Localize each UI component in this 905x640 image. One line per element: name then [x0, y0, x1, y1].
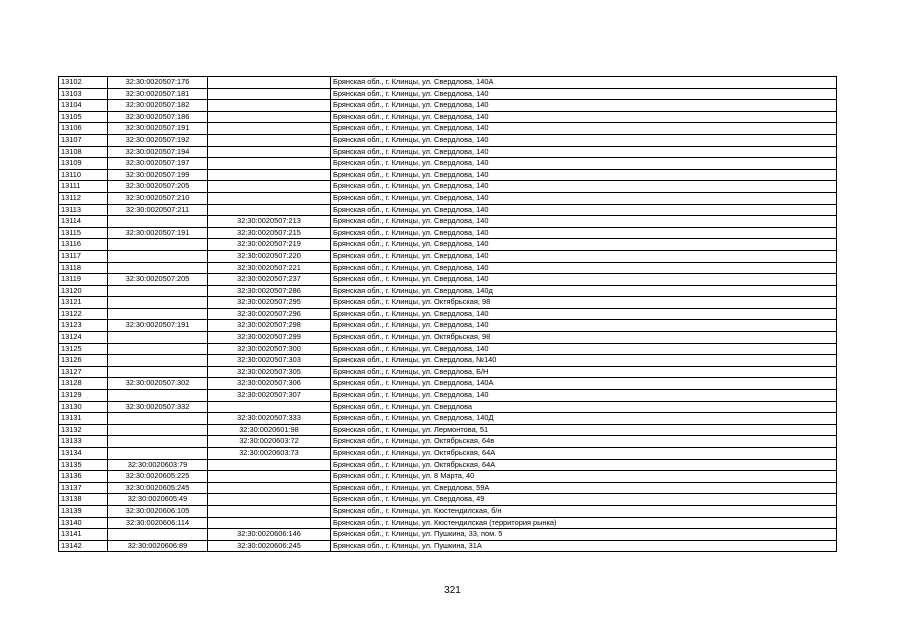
- cadastral-number-cell: 32:30:0020507:199: [108, 169, 208, 181]
- related-cadastral-number-cell: 32:30:0020507:307: [208, 390, 331, 402]
- record-number-cell: 13137: [59, 482, 108, 494]
- record-number-cell: 13140: [59, 517, 108, 529]
- cadastral-number-cell: 32:30:0020507:191: [108, 227, 208, 239]
- cadastral-number-cell: 32:30:0020507:205: [108, 274, 208, 286]
- record-number-cell: 13122: [59, 308, 108, 320]
- cadastral-number-cell: 32:30:0020606:89: [108, 540, 208, 552]
- cadastral-number-cell: [108, 413, 208, 425]
- table-row: [59, 308, 837, 320]
- cadastral-number-cell: 32:30:0020507:302: [108, 378, 208, 390]
- table-row: [59, 448, 837, 460]
- address-cell: Брянская обл., г. Клинцы, ул. Свердлова, 140д: [331, 285, 837, 297]
- record-number-cell: 13106: [59, 123, 108, 135]
- record-number-cell: 13133: [59, 436, 108, 448]
- related-cadastral-number-cell: [208, 482, 331, 494]
- address-cell: Брянская обл., г. Клинцы, ул. Кюстендилская (территория рынка): [331, 517, 837, 529]
- cadastral-number-cell: 32:30:0020605:245: [108, 482, 208, 494]
- related-cadastral-number-cell: 32:30:0020507:300: [208, 343, 331, 355]
- related-cadastral-number-cell: [208, 158, 331, 170]
- record-number-cell: 13132: [59, 424, 108, 436]
- related-cadastral-number-cell: 32:30:0020507:303: [208, 355, 331, 367]
- record-number-cell: 13142: [59, 540, 108, 552]
- table-row: [59, 158, 837, 170]
- address-cell: Брянская обл., г. Клинцы, ул. Свердлова, 140А: [331, 77, 837, 89]
- address-cell: Брянская обл., г. Клинцы, ул. Свердлова, 140: [331, 320, 837, 332]
- related-cadastral-number-cell: [208, 169, 331, 181]
- related-cadastral-number-cell: [208, 134, 331, 146]
- table-row: [59, 297, 837, 309]
- address-cell: Брянская обл., г. Клинцы, ул. Свердлова, 140: [331, 100, 837, 112]
- related-cadastral-number-cell: 32:30:0020507:333: [208, 413, 331, 425]
- cadastral-number-cell: 32:30:0020606:105: [108, 505, 208, 517]
- related-cadastral-number-cell: 32:30:0020507:286: [208, 285, 331, 297]
- cadastral-number-cell: [108, 355, 208, 367]
- related-cadastral-number-cell: 32:30:0020606:146: [208, 529, 331, 541]
- table-row: [59, 181, 837, 193]
- cadastral-number-cell: [108, 424, 208, 436]
- address-cell: Брянская обл., г. Клинцы, ул. Свердлова, 140: [331, 158, 837, 170]
- related-cadastral-number-cell: 32:30:0020603:72: [208, 436, 331, 448]
- related-cadastral-number-cell: 32:30:0020507:299: [208, 332, 331, 344]
- related-cadastral-number-cell: [208, 204, 331, 216]
- record-number-cell: 13113: [59, 204, 108, 216]
- related-cadastral-number-cell: [208, 123, 331, 135]
- table-row: [59, 459, 837, 471]
- table-row: [59, 274, 837, 286]
- address-cell: Брянская обл., г. Клинцы, ул. Октябрьская, 64А: [331, 448, 837, 460]
- table-row: [59, 227, 837, 239]
- record-number-cell: 13127: [59, 366, 108, 378]
- address-cell: Брянская обл., г. Клинцы, ул. Пушкина, 31А: [331, 540, 837, 552]
- related-cadastral-number-cell: [208, 146, 331, 158]
- page-number: 321: [444, 585, 461, 596]
- table-row: [59, 482, 837, 494]
- address-cell: Брянская обл., г. Клинцы, ул. Свердлова, 140: [331, 262, 837, 274]
- table-row: [59, 540, 837, 552]
- address-cell: Брянская обл., г. Клинцы, ул. Свердлова, 140: [331, 146, 837, 158]
- address-cell: Брянская обл., г. Клинцы, ул. Свердлова, 140: [331, 123, 837, 135]
- record-number-cell: 13131: [59, 413, 108, 425]
- related-cadastral-number-cell: 32:30:0020507:220: [208, 250, 331, 262]
- address-cell: Брянская обл., г. Клинцы, ул. Свердлова, 140: [331, 88, 837, 100]
- cadastral-number-cell: 32:30:0020507:191: [108, 320, 208, 332]
- related-cadastral-number-cell: [208, 77, 331, 89]
- address-cell: Брянская обл., г. Клинцы, ул. Пушкина, 33, пом. 5: [331, 529, 837, 541]
- address-cell: Брянская обл., г. Клинцы, ул. Свердлова, №140: [331, 355, 837, 367]
- table-row: [59, 332, 837, 344]
- address-cell: Брянская обл., г. Клинцы, ул. Свердлова, 140: [331, 181, 837, 193]
- table-row: [59, 204, 837, 216]
- table-row: [59, 262, 837, 274]
- cadastral-number-cell: 32:30:0020605:49: [108, 494, 208, 506]
- record-number-cell: 13112: [59, 192, 108, 204]
- record-number-cell: 13109: [59, 158, 108, 170]
- cadastral-number-cell: [108, 297, 208, 309]
- table-row: [59, 378, 837, 390]
- cadastral-number-cell: 32:30:0020507:191: [108, 123, 208, 135]
- address-cell: Брянская обл., г. Клинцы, ул. Свердлова, 140А: [331, 378, 837, 390]
- cadastral-number-cell: 32:30:0020507:197: [108, 158, 208, 170]
- related-cadastral-number-cell: [208, 471, 331, 483]
- related-cadastral-number-cell: [208, 100, 331, 112]
- record-number-cell: 13125: [59, 343, 108, 355]
- table-row: [59, 471, 837, 483]
- cadastral-number-cell: 32:30:0020507:194: [108, 146, 208, 158]
- cadastral-number-cell: 32:30:0020507:186: [108, 111, 208, 123]
- registry-table-body: [59, 77, 837, 552]
- related-cadastral-number-cell: 32:30:0020507:298: [208, 320, 331, 332]
- table-row: [59, 169, 837, 181]
- cadastral-number-cell: [108, 366, 208, 378]
- cadastral-number-cell: 32:30:0020603:79: [108, 459, 208, 471]
- address-cell: Брянская обл., г. Клинцы, ул. Октябрьская, 98: [331, 297, 837, 309]
- record-number-cell: 13124: [59, 332, 108, 344]
- table-row: [59, 390, 837, 402]
- cadastral-number-cell: [108, 343, 208, 355]
- table-row: [59, 134, 837, 146]
- cadastral-number-cell: [108, 390, 208, 402]
- related-cadastral-number-cell: [208, 494, 331, 506]
- related-cadastral-number-cell: 32:30:0020507:305: [208, 366, 331, 378]
- cadastral-number-cell: [108, 448, 208, 460]
- cadastral-number-cell: 32:30:0020507:211: [108, 204, 208, 216]
- related-cadastral-number-cell: [208, 401, 331, 413]
- related-cadastral-number-cell: [208, 181, 331, 193]
- related-cadastral-number-cell: 32:30:0020606:245: [208, 540, 331, 552]
- record-number-cell: 13123: [59, 320, 108, 332]
- table-row: [59, 505, 837, 517]
- record-number-cell: 13135: [59, 459, 108, 471]
- cadastral-number-cell: 32:30:0020507:181: [108, 88, 208, 100]
- address-cell: Брянская обл., г. Клинцы, ул. Свердлова, 140: [331, 343, 837, 355]
- record-number-cell: 13116: [59, 239, 108, 251]
- address-cell: Брянская обл., г. Клинцы, ул. Свердлова, 140Д: [331, 413, 837, 425]
- cadastral-number-cell: [108, 308, 208, 320]
- address-cell: Брянская обл., г. Клинцы, ул. Свердлова, 140: [331, 216, 837, 228]
- cadastral-number-cell: [108, 332, 208, 344]
- related-cadastral-number-cell: 32:30:0020603:73: [208, 448, 331, 460]
- cadastral-number-cell: [108, 239, 208, 251]
- cadastral-number-cell: 32:30:0020507:210: [108, 192, 208, 204]
- cadastral-number-cell: [108, 250, 208, 262]
- table-row: [59, 77, 837, 89]
- table-row: [59, 111, 837, 123]
- table-row: [59, 355, 837, 367]
- address-cell: Брянская обл., г. Клинцы, ул. Свердлова, 140: [331, 111, 837, 123]
- record-number-cell: 13120: [59, 285, 108, 297]
- address-cell: Брянская обл., г. Клинцы, ул. 8 Марта, 40: [331, 471, 837, 483]
- record-number-cell: 13103: [59, 88, 108, 100]
- table-row: [59, 517, 837, 529]
- related-cadastral-number-cell: [208, 192, 331, 204]
- cadastral-number-cell: 32:30:0020507:332: [108, 401, 208, 413]
- address-cell: Брянская обл., г. Клинцы, ул. Свердлова, 140: [331, 134, 837, 146]
- record-number-cell: 13104: [59, 100, 108, 112]
- address-cell: Брянская обл., г. Клинцы, ул. Свердлова, 140: [331, 239, 837, 251]
- table-row: [59, 192, 837, 204]
- related-cadastral-number-cell: 32:30:0020507:221: [208, 262, 331, 274]
- address-cell: Брянская обл., г. Клинцы, ул. Свердлова, 140: [331, 169, 837, 181]
- record-number-cell: 13114: [59, 216, 108, 228]
- related-cadastral-number-cell: 32:30:0020507:295: [208, 297, 331, 309]
- table-row: [59, 413, 837, 425]
- related-cadastral-number-cell: 32:30:0020507:215: [208, 227, 331, 239]
- table-row: [59, 436, 837, 448]
- record-number-cell: 13110: [59, 169, 108, 181]
- cadastral-number-cell: [108, 216, 208, 228]
- cadastral-number-cell: 32:30:0020507:182: [108, 100, 208, 112]
- related-cadastral-number-cell: 32:30:0020601:98: [208, 424, 331, 436]
- address-cell: Брянская обл., г. Клинцы, ул. Свердлова, Б/Н: [331, 366, 837, 378]
- cadastral-number-cell: [108, 436, 208, 448]
- address-cell: Брянская обл., г. Клинцы, ул. Октябрьская, 98: [331, 332, 837, 344]
- address-cell: Брянская обл., г. Клинцы, ул. Свердлова, 140: [331, 308, 837, 320]
- cadastral-number-cell: [108, 285, 208, 297]
- record-number-cell: 13119: [59, 274, 108, 286]
- address-cell: Брянская обл., г. Клинцы, ул. Октябрьская, 64А: [331, 459, 837, 471]
- record-number-cell: 13105: [59, 111, 108, 123]
- table-row: [59, 250, 837, 262]
- record-number-cell: 13117: [59, 250, 108, 262]
- address-cell: Брянская обл., г. Клинцы, ул. Лермонтова, 51: [331, 424, 837, 436]
- related-cadastral-number-cell: 32:30:0020507:213: [208, 216, 331, 228]
- address-cell: Брянская обл., г. Клинцы, ул. Свердлова, 140: [331, 250, 837, 262]
- record-number-cell: 13102: [59, 77, 108, 89]
- record-number-cell: 13128: [59, 378, 108, 390]
- table-row: [59, 401, 837, 413]
- address-cell: Брянская обл., г. Клинцы, ул. Свердлова, 140: [331, 390, 837, 402]
- record-number-cell: 13126: [59, 355, 108, 367]
- table-row: [59, 88, 837, 100]
- record-number-cell: 13130: [59, 401, 108, 413]
- record-number-cell: 13141: [59, 529, 108, 541]
- table-row: [59, 123, 837, 135]
- address-cell: Брянская обл., г. Клинцы, ул. Октябрьская, 64в: [331, 436, 837, 448]
- table-row: [59, 366, 837, 378]
- record-number-cell: 13115: [59, 227, 108, 239]
- cadastral-number-cell: [108, 262, 208, 274]
- address-cell: Брянская обл., г. Клинцы, ул. Свердлова, 140: [331, 274, 837, 286]
- related-cadastral-number-cell: 32:30:0020507:237: [208, 274, 331, 286]
- cadastral-number-cell: 32:30:0020507:176: [108, 77, 208, 89]
- table-row: [59, 146, 837, 158]
- record-number-cell: 13118: [59, 262, 108, 274]
- related-cadastral-number-cell: 32:30:0020507:219: [208, 239, 331, 251]
- record-number-cell: 13111: [59, 181, 108, 193]
- address-cell: Брянская обл., г. Клинцы, ул. Свердлова: [331, 401, 837, 413]
- record-number-cell: 13121: [59, 297, 108, 309]
- cadastral-number-cell: 32:30:0020507:205: [108, 181, 208, 193]
- table-row: [59, 424, 837, 436]
- registry-table: [58, 76, 837, 552]
- record-number-cell: 13129: [59, 390, 108, 402]
- record-number-cell: 13107: [59, 134, 108, 146]
- related-cadastral-number-cell: 32:30:0020507:296: [208, 308, 331, 320]
- record-number-cell: 13138: [59, 494, 108, 506]
- table-row: [59, 100, 837, 112]
- record-number-cell: 13139: [59, 505, 108, 517]
- record-number-cell: 13134: [59, 448, 108, 460]
- table-row: [59, 320, 837, 332]
- cadastral-number-cell: 32:30:0020507:192: [108, 134, 208, 146]
- address-cell: Брянская обл., г. Клинцы, ул. Свердлова, 140: [331, 192, 837, 204]
- record-number-cell: 13136: [59, 471, 108, 483]
- table-row: [59, 529, 837, 541]
- table-row: [59, 494, 837, 506]
- related-cadastral-number-cell: [208, 111, 331, 123]
- table-row: [59, 239, 837, 251]
- address-cell: Брянская обл., г. Клинцы, ул. Кюстендилская, б/н: [331, 505, 837, 517]
- related-cadastral-number-cell: [208, 459, 331, 471]
- address-cell: Брянская обл., г. Клинцы, ул. Свердлова, 140: [331, 204, 837, 216]
- cadastral-number-cell: [108, 529, 208, 541]
- related-cadastral-number-cell: [208, 505, 331, 517]
- table-row: [59, 216, 837, 228]
- address-cell: Брянская обл., г. Клинцы, ул. Свердлова, 140: [331, 227, 837, 239]
- record-number-cell: 13108: [59, 146, 108, 158]
- table-row: [59, 285, 837, 297]
- table-row: [59, 343, 837, 355]
- address-cell: Брянская обл., г. Клинцы, ул. Свердлова, 49: [331, 494, 837, 506]
- related-cadastral-number-cell: [208, 88, 331, 100]
- related-cadastral-number-cell: 32:30:0020507:306: [208, 378, 331, 390]
- cadastral-number-cell: 32:30:0020606:114: [108, 517, 208, 529]
- cadastral-number-cell: 32:30:0020605:225: [108, 471, 208, 483]
- address-cell: Брянская обл., г. Клинцы, ул. Свердлова, 59А: [331, 482, 837, 494]
- related-cadastral-number-cell: [208, 517, 331, 529]
